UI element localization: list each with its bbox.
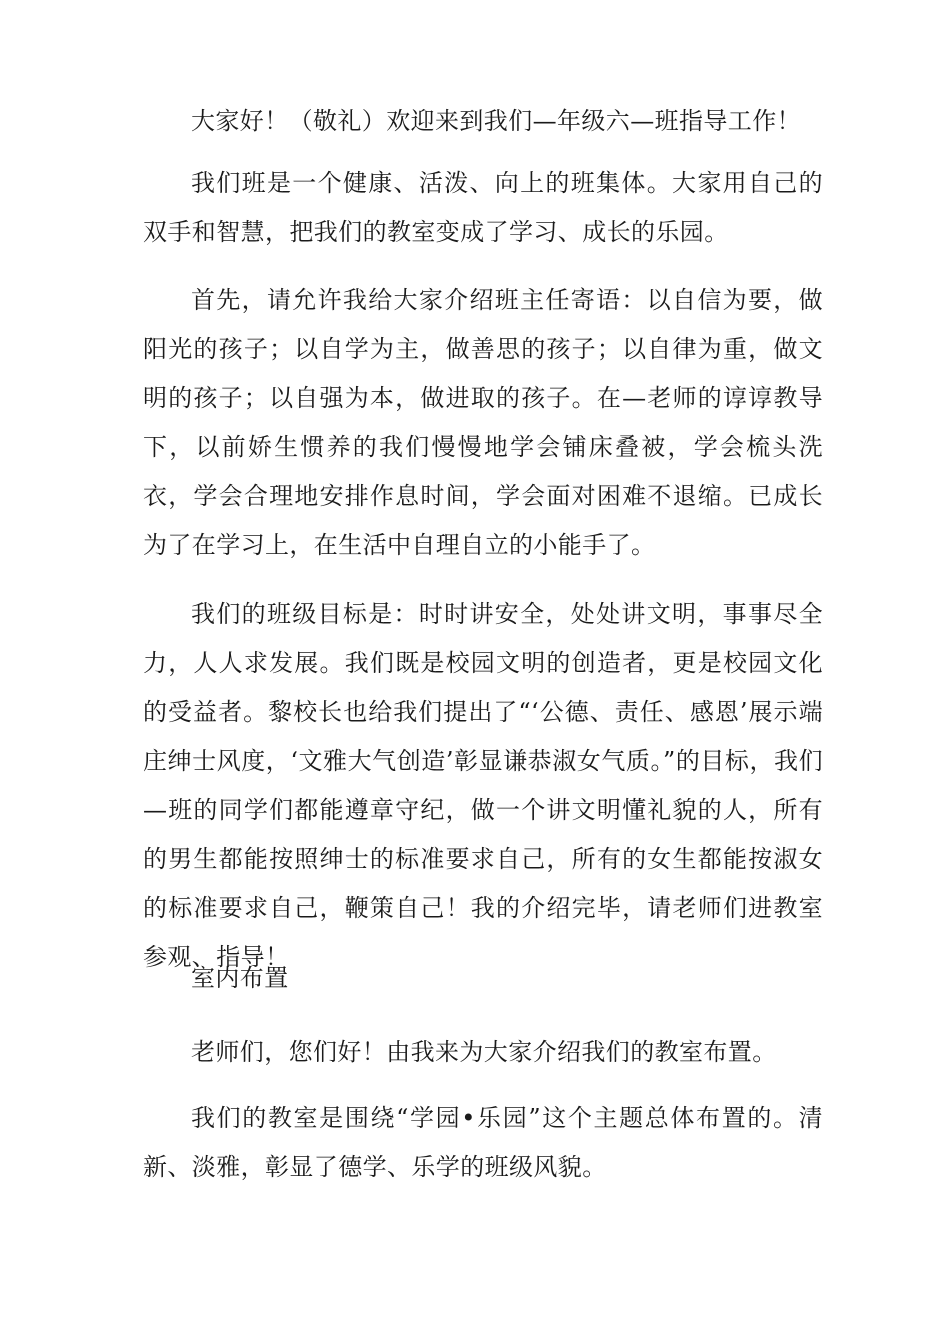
section-heading: 室内布置 bbox=[191, 964, 289, 992]
teacher-message-paragraph: 首先，请允许我给大家介绍班主任寄语：以自信为要，做阳光的孩子；以自学为主，做善思的孩子；以自律为重，做文明的孩子；以自强为本，做进取的孩子。在—老师的谆谆教导下，以前娇生惯养的我们慢慢地学会铺床叠被，学会梳头洗衣，学会合理地安排作息时间，学会面对困难不退缩。已成长为了在学习上，在生活中自理自立的小能手了。 bbox=[143, 286, 823, 559]
classroom-theme-paragraph: 我们的教室是围绕“学园•乐园”这个主题总体布置的。清新、淡雅，彰显了德学、乐学的班级风貌。 bbox=[143, 1104, 823, 1181]
greeting-paragraph: 大家好！（敬礼）欢迎来到我们—年级六—班指导工作！ bbox=[191, 107, 801, 135]
classroom-intro-paragraph: 老师们，您们好！由我来为大家介绍我们的教室布置。 bbox=[191, 1038, 777, 1066]
class-goal-paragraph: 我们的班级目标是：时时讲安全，处处讲文明，事事尽全力，人人求发展。我们既是校园文明的创造者，更是校园文化的受益者。黎校长也给我们提出了“‘公德、责任、感恩’展示端庄绅士风度，‘文雅大气创造’彰显谦恭淑女气质。”的目标，我们—班的同学们都能遵章守纪，做一个讲文明懂礼貌的人，所有的男生都能按照绅士的标准要求自己，所有的女生都能按淑女的标准要求自己，鞭策自己！我的介绍完毕，请老师们进教室参观、指导！ bbox=[143, 600, 823, 971]
class-intro-paragraph: 我们班是一个健康、活泼、向上的班集体。大家用自己的双手和智慧，把我们的教室变成了学习、成长的乐园。 bbox=[143, 169, 823, 246]
